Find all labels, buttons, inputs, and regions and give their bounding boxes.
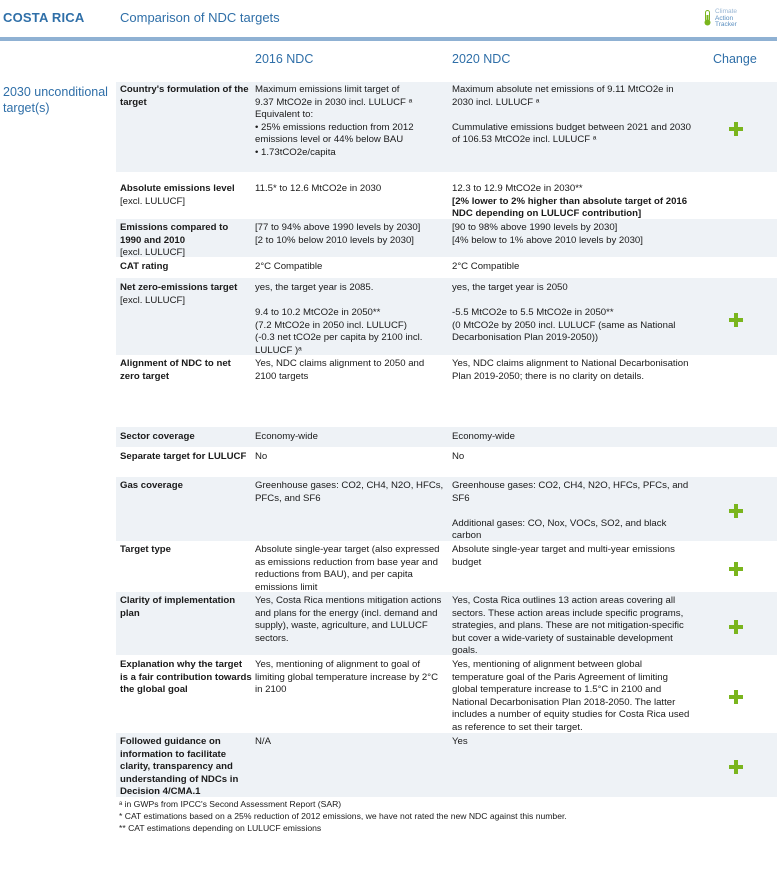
- cell-2020: Maximum absolute net emissions of 9.11 MtCO2e in 2030 incl. LULUCF ᵃ Cummulative emissions budget between 2021 and 2030 of 106.53 MtCO2e incl. LULUCF ᵃ: [452, 84, 691, 146]
- cell-2016: Absolute single-year target (also expressed as emissions reduction from base year and reductions from BAU), and per capita emissions limit: [255, 544, 440, 593]
- row-label: [120, 84, 252, 109]
- row-label-text: CAT rating: [120, 261, 169, 272]
- logo-line-2: Action: [715, 14, 734, 22]
- change-plus-icon: [729, 690, 743, 704]
- cell-2020: Yes: [452, 736, 468, 747]
- row-sublabel: [excl. LULUCF]: [120, 195, 186, 207]
- change-plus-icon: [729, 620, 743, 634]
- row-label: [120, 595, 252, 620]
- footnote: ᵃ in GWPs from IPCC's Second Assessment Report (SAR): [119, 799, 342, 809]
- cell-2016: 11.5* to 12.6 MtCO2e in 2030: [255, 183, 382, 194]
- row-label-text: Sector coverage: [120, 431, 195, 442]
- cell-2020: Yes, NDC claims alignment to National Decarbonisation Plan 2019-2050; there is no clarity on details.: [452, 358, 689, 382]
- cell-2020: Absolute single-year target and multi-year emissions budget: [452, 544, 675, 568]
- row-label: [120, 261, 252, 274]
- row-label-text: Separate target for LULUCF: [120, 451, 247, 462]
- cell-2016: N/A: [255, 736, 271, 747]
- row-label-text: Net zero-emissions target: [120, 282, 238, 293]
- column-header-change: Change: [713, 52, 757, 66]
- cell-2016: Maximum emissions limit target of 9.37 MtCO2e in 2030 incl. LULUCF ᵃ Equivalent to: • 25% emissions reduction from 2012 emissions level or 44% below BAU • 1.73tCO2e/capita: [255, 84, 414, 158]
- cell-2020: 2°C Compatible: [452, 261, 520, 272]
- cell-2020: Yes, Costa Rica outlines 13 action areas covering all sectors. These action areas include specific programs, strategies, and plans. These are not mitigation-specific but cover a wide-variety of sustainable development goals.: [452, 595, 684, 657]
- row-label: [120, 480, 252, 493]
- climate-action-tracker-logo[interactable]: [703, 7, 751, 31]
- row-label-text: Alignment of NDC to net zero target: [120, 358, 231, 382]
- row-label: [120, 431, 252, 444]
- logo-line-1: Climate: [715, 8, 738, 15]
- header-divider: [0, 37, 777, 41]
- cell-2020: Economy-wide: [452, 431, 515, 442]
- row-label-text: Target type: [120, 544, 171, 555]
- cell-2016: Greenhouse gases: CO2, CH4, N2O, HFCs, PFCs, and SF6: [255, 480, 444, 504]
- change-plus-icon: [729, 122, 743, 136]
- cell-2016: yes, the target year is 2085. 9.4 to 10.2 MtCO2e in 2050** (7.2 MtCO2e in 2050 incl. LULUCF) (-0.3 net tCO2e per capita by 2100 incl. LULUCF )ᵃ: [255, 282, 423, 356]
- row-label: [120, 736, 252, 799]
- row-label-text: Followed guidance on information to facilitate clarity, transparency and understanding of NDCs in Decision 4/CMA.1: [120, 736, 239, 798]
- row-label-text: Country's formulation of the target: [120, 84, 249, 108]
- row-label-text: Clarity of implementation plan: [120, 595, 236, 619]
- cell-2016: Yes, mentioning of alignment to goal of limiting global temperature increase by 2°C in 2100: [255, 659, 439, 696]
- logo-text: [715, 9, 737, 29]
- column-header-2016: 2016 NDC: [255, 52, 314, 66]
- change-plus-icon: [729, 504, 743, 518]
- change-plus-icon: [729, 562, 743, 576]
- change-plus-icon: [729, 313, 743, 327]
- row-label-text: Absolute emissions level: [120, 183, 235, 194]
- cell-2020: Yes, mentioning of alignment between global temperature goal of the Paris Agreement of limiting global temperature increase to 1.5°C in 2100 and National Decarbonisation Plan 2018-2050. The latter includes a number of equity studies for Costa Rica used as reference to set their target.: [452, 659, 690, 733]
- cell-2016: [77 to 94% above 1990 levels by 2030] [2 to 10% below 2010 levels by 2030]: [255, 222, 421, 246]
- logo-line-3: Tracker: [715, 21, 737, 28]
- header-bar: [0, 0, 777, 38]
- cell-2020-text: 12.3 to 12.9 MtCO2e in 2030**: [452, 183, 583, 194]
- row-label: [120, 451, 252, 464]
- row-label-text: Emissions compared to 1990 and 2010: [120, 222, 229, 246]
- cell-2020: yes, the target year is 2050 -5.5 MtCO2e to 5.5 MtCO2e in 2050** (0 MtCO2e by 2050 incl. LULUCF (same as National Decarbonisation Plan 2019-2050)): [452, 282, 676, 344]
- cell-2016: Yes, Costa Rica mentions mitigation actions and plans for the energy (incl. demand and supply), waste, agriculture, and LULUCF sectors.: [255, 595, 442, 644]
- cell-2020-emphasis: [2% lower to 2% higher than absolute target of 2016 NDC depending on LULUCF contribution]: [452, 195, 688, 220]
- cell-2020: [452, 183, 695, 221]
- thermometer-logo-icon: [703, 10, 712, 26]
- row-label: [120, 222, 252, 260]
- cell-2016: No: [255, 451, 268, 462]
- change-plus-icon: [729, 760, 743, 774]
- row-label: [120, 659, 252, 697]
- cell-2016: 2°C Compatible: [255, 261, 323, 272]
- cell-2020: [90 to 98% above 1990 levels by 2030] [4% below to 1% above 2010 levels by 2030]: [452, 222, 643, 246]
- footnotes: [119, 798, 759, 834]
- row-label-text: Gas coverage: [120, 480, 183, 491]
- row-label: [120, 282, 252, 307]
- row-sublabel: [excl. LULUCF]: [120, 247, 186, 259]
- cell-2016: Economy-wide: [255, 431, 318, 442]
- footnote: ** CAT estimations depending on LULUCF emissions: [119, 823, 322, 833]
- cell-2020: No: [452, 451, 465, 462]
- country-title: COSTA RICA: [3, 10, 85, 25]
- page-title: Comparison of NDC targets: [120, 10, 280, 25]
- column-header-2020: 2020 NDC: [452, 52, 511, 66]
- footnote: * CAT estimations based on a 25% reduction of 2012 emissions, we have not rated the new NDC against this number.: [119, 811, 567, 821]
- cell-2016: Yes, NDC claims alignment to 2050 and 2100 targets: [255, 358, 425, 382]
- row-label: [120, 544, 252, 557]
- row-sublabel: [excl. LULUCF]: [120, 294, 186, 306]
- section-label: 2030 unconditional target(s): [3, 85, 108, 115]
- cell-2020: Greenhouse gases: CO2, CH4, N2O, HFCs, PFCs, and SF6 Additional gases: CO, Nox, VOCs, SO2, and black carbon: [452, 480, 689, 542]
- row-label-text: Explanation why the target is a fair contribution towards the global goal: [120, 659, 252, 696]
- row-label: [120, 358, 252, 383]
- row-label: [120, 183, 252, 208]
